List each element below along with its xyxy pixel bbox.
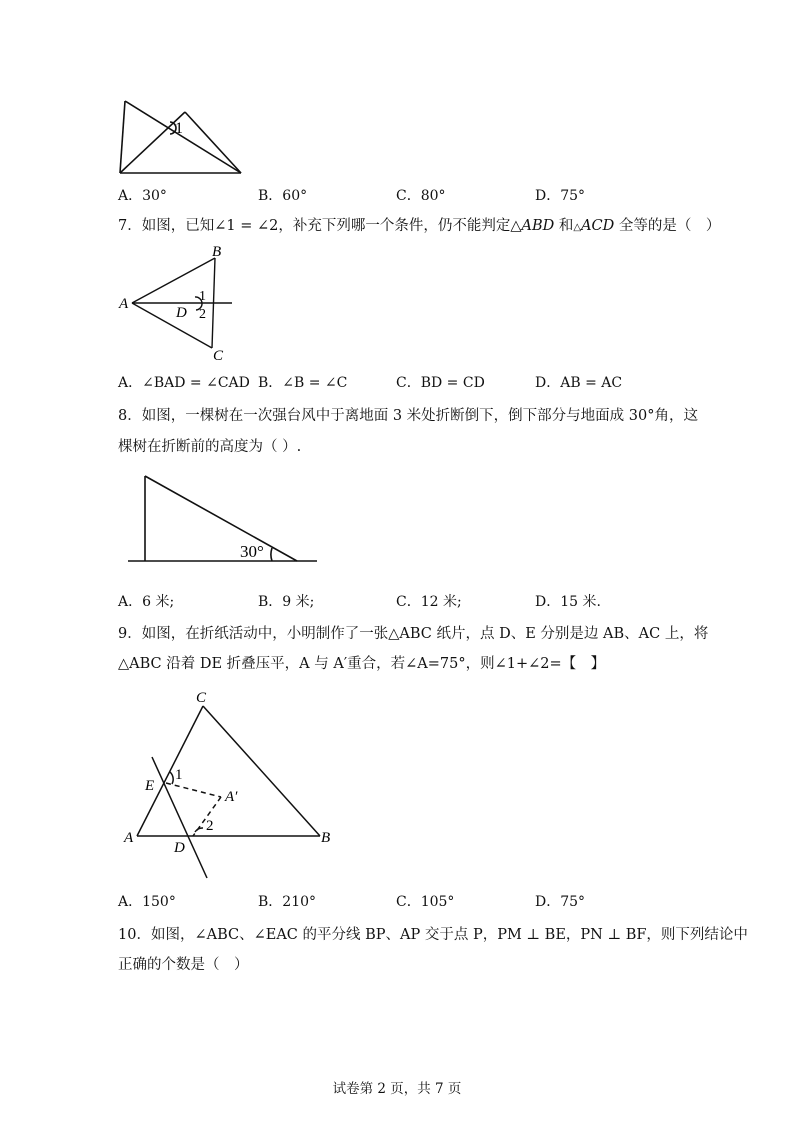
q9-label-d: D (174, 840, 185, 856)
q8-option-d[interactable]: D．15 米. (535, 594, 601, 610)
q7-option-a[interactable]: A．∠BAD = ∠CAD (118, 375, 250, 391)
q7-angle-2-label: 2 (199, 307, 206, 322)
q8-option-b[interactable]: B．9 米; (258, 594, 315, 610)
q9-label-a-prime: A′ (225, 789, 238, 805)
q8-stem-line2: 棵树在折断前的高度为（ ）. (118, 439, 302, 455)
q7-stem-acd: ACD (581, 218, 615, 234)
q9-option-c[interactable]: C．105° (396, 894, 455, 910)
q8-option-a[interactable]: A．6 米; (118, 594, 175, 610)
q6-angle-1-label: 1 (175, 120, 183, 137)
q7-label-a: A (119, 296, 129, 312)
q7-option-b[interactable]: B．∠B = ∠C (258, 375, 348, 391)
q7-stem-part-b: 和 (554, 218, 574, 234)
q7-option-d[interactable]: D．AB = AC (535, 375, 623, 391)
q9-angle-1-label: 1 (175, 767, 183, 783)
q7-label-d: D (176, 305, 187, 321)
page-footer: 试卷第 2 页，共 7 页 (332, 1081, 462, 1097)
q9-label-c: C (196, 690, 207, 706)
q8-option-c[interactable]: C．12 米; (396, 594, 462, 610)
q6-option-c[interactable]: C．80° (396, 188, 446, 204)
q6-option-d[interactable]: D．75° (535, 188, 586, 204)
q9-label-b: B (321, 830, 331, 846)
q10-stem-line1: 10．如图，∠ABC、∠EAC 的平分线 BP、AP 交于点 P，PM ⊥ BE，PN ⊥ BF，则下列结论中 (118, 927, 748, 943)
q9-option-a[interactable]: A．150° (118, 894, 176, 910)
q8-stem-line1: 8．如图，一棵树在一次强台风中于离地面 3 米处折断倒下，倒下部分与地面成 30°角，这 (118, 408, 698, 424)
q7-stem-abd: ABD (521, 218, 555, 234)
q9-stem-line1: 9．如图，在折纸活动中，小明制作了一张△ABC 纸片，点 D、E 分别是边 AB、AC 上，将 (118, 626, 709, 642)
q7-option-c[interactable]: C．BD = CD (396, 375, 485, 391)
q10-stem-line2: 正确的个数是（ ） (118, 957, 249, 973)
q6-option-b[interactable]: B．60° (258, 188, 308, 204)
q9-label-e: E (145, 778, 155, 794)
q7-stem-small-triangle: △ (573, 222, 582, 233)
q6-option-a[interactable]: A．30° (118, 188, 167, 204)
q7-label-c: C (213, 348, 224, 364)
q9-label-a: A (124, 830, 134, 846)
q7-stem-part-a: 7．如图，已知∠1 = ∠2，补充下列哪一个条件，仍不能判定△ (118, 218, 522, 234)
q8-angle-label: 30° (240, 542, 264, 561)
q9-option-b[interactable]: B．210° (258, 894, 317, 910)
q7-stem-part-d: 全等的是（ ） (614, 218, 721, 234)
q9-angle-2-label: 2 (206, 818, 214, 834)
q9-option-d[interactable]: D．75° (535, 894, 586, 910)
q7-angle-1-label: 1 (199, 289, 206, 304)
q9-stem-line2: △ABC 沿着 DE 折叠压平，A 与 A′重合，若∠A=75°，则∠1+∠2=【 】 (118, 656, 606, 672)
q7-label-b: B (212, 244, 222, 260)
